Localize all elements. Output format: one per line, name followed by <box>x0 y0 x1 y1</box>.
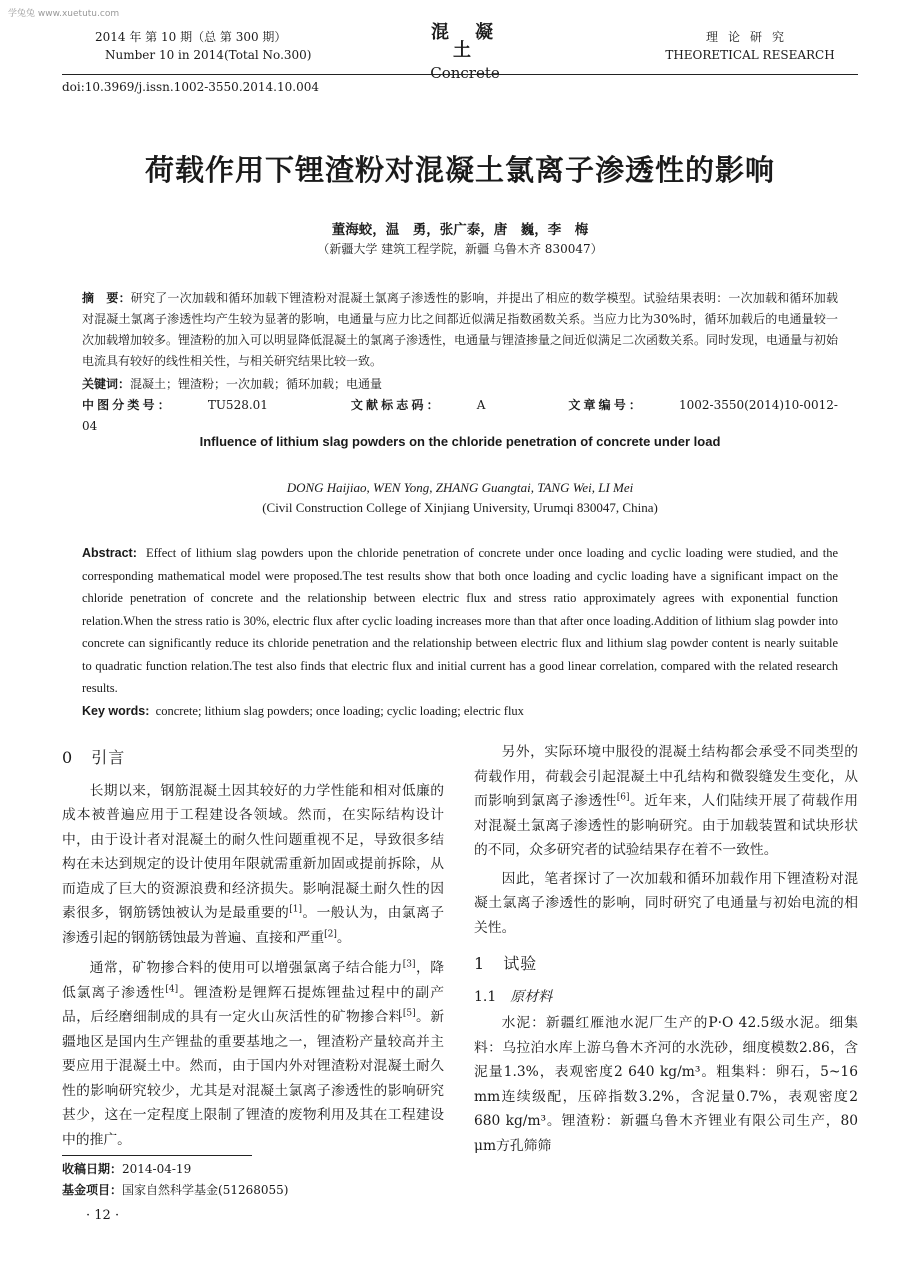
issue-zh: 2014 年 第 10 期（总 第 300 期） <box>95 30 287 44</box>
abstract-zh-label: 摘 要： <box>82 291 131 305</box>
footnote-rule <box>62 1155 252 1156</box>
p3-text-b: 。近年来，人们陆续开展了荷载作用对混凝土氯离子渗透性的影响研究。由于加载装置和试块形状的不同，众多研究者的试验结果存在着不一致性。 <box>474 793 859 858</box>
body-left-column <box>62 740 444 1152</box>
paper-title-zh: 荷载作用下锂渣粉对混凝土氯离子渗透性的影响 <box>144 153 775 187</box>
received-label: 收稿日期： <box>62 1162 123 1176</box>
ref-3[interactable]: [3] <box>402 959 416 970</box>
ref-6[interactable]: [6] <box>616 792 630 803</box>
p2-text-b: ，降低氯离子渗透性 <box>62 960 445 1001</box>
issue-en: Number 10 in 2014(Total No.300) <box>105 48 312 62</box>
ref-5[interactable]: [5] <box>402 1008 416 1019</box>
abstract-en-label: Abstract: <box>82 546 137 560</box>
article-label: 文章编号： <box>568 398 645 412</box>
paragraph-4: 因此，笔者探讨了一次加载和循环加载作用下锂渣粉对混凝土氯离子渗透性的影响，同时研究了电通量与初始电流的相关性。 <box>474 870 858 936</box>
authors-zh: 董海蛟，温 勇，张广泰，唐 巍，李 梅 <box>331 222 589 238</box>
journal-en: Concrete <box>430 64 500 82</box>
p2-text: 通常，矿物掺合料的使用可以增强氯离子结合能力 <box>89 960 403 976</box>
p3-text: 另外，实际环境中服役的混凝土结构都会承受不同类型的荷载作用，荷载会引起混凝土中孔结构和微裂缝发生变化，从而影响到氯离子渗透性 <box>474 744 858 809</box>
received-value: 2014-04-19 <box>122 1162 192 1176</box>
abstract-en <box>82 542 838 722</box>
body-right-column <box>474 740 858 1158</box>
keywords-en-label: Key words: <box>82 703 150 718</box>
clc-label: 中图分类号： <box>82 398 173 412</box>
p1-text-c: 。 <box>336 929 351 946</box>
section-en: THEORETICAL RESEARCH <box>665 48 835 62</box>
page-number: · 12 · <box>86 1208 120 1223</box>
article-value: 1002-3550(2014)10-0012-04 <box>82 398 838 433</box>
section-1-1-number: 1.1 <box>474 988 497 1005</box>
ref-2[interactable]: [2] <box>324 928 337 939</box>
paragraph-2 <box>62 956 444 1152</box>
journal-zh: 混凝土 <box>431 22 519 61</box>
p1-text-b: 。一般认为，由氯离子渗透引起的钢筋锈蚀最为普遍、直接和严重 <box>62 905 445 946</box>
section-0-number: 0 <box>62 748 74 767</box>
ref-4[interactable]: [4] <box>165 983 179 994</box>
paragraph-3 <box>474 740 858 863</box>
section-zh: 理论研究 <box>705 30 794 44</box>
paragraph-1 <box>62 779 444 951</box>
header-rule <box>62 74 858 75</box>
section-1-number: 1 <box>474 954 486 973</box>
abstract-zh-text: 研究了一次加载和循环加载下锂渣粉对混凝土氯离子渗透性的影响，并提出了相应的数学模型。试验结果表明：一次加载和循环加载对混凝土氯离子渗透性均产生较为显著的影响，电通量与应力比之间都近似满足指数函数关系。当应力比为30%时，循环加载后的电通量较一次加载增加较多。锂渣粉的加入可以明显降低混凝土的氯离子渗透性，电通量与锂渣掺量之间近似满足二次函数关系。同时发现，电通量与初始电流具有较好的线性相关性，与相关研究结果比较一致。 <box>82 291 839 368</box>
affiliation-en: (Civil Construction College of Xinjiang University, Urumqi 830047, China) <box>262 500 658 515</box>
doi[interactable]: doi:10.3969/j.issn.1002-3550.2014.10.004 <box>62 80 319 94</box>
fund-label: 基金项目： <box>62 1183 123 1197</box>
doccode-value: A <box>476 398 486 412</box>
section-1-heading <box>474 952 858 977</box>
section-1-1-title: 原材料 <box>510 988 553 1005</box>
affiliation-zh: （新疆大学 建筑工程学院，新疆 乌鲁木齐 830047） <box>317 242 603 256</box>
section-1-title: 试验 <box>503 954 538 973</box>
issue-info <box>95 28 311 64</box>
p2-text-d: 。新疆地区是国内生产锂盐的重要基地之一，锂渣粉产量较高并主要应用于混凝土中。然而，由于国内外对锂渣粉对混凝土耐久性的影响研究较少，尤其是对混凝土氯离子渗透性的影响研究甚少，这在一定程度上限制了锂渣的废物利用及其在工程建设中的推广。 <box>62 1009 445 1148</box>
paper-title-en: Influence of lithium slag powders on the chloride penetration of concrete under load <box>199 434 721 449</box>
p2-text-c: 。锂渣粉是锂辉石提炼锂盐过程中的副产品，后经磨细制成的具有一定火山灰活性的矿物掺合料 <box>62 984 444 1025</box>
keywords-en: concrete; lithium slag powders; once loading; cyclic loading; electric flux <box>155 703 524 718</box>
section-1-1-heading <box>474 985 858 1010</box>
section-0-title: 引言 <box>91 748 126 767</box>
fund-info <box>62 1181 288 1198</box>
p1-text: 长期以来，钢筋混凝土因其较好的力学性能和相对低廉的成本被普遍应用于工程建设各领域。然而，在实际结构设计中，由于设计者对混凝土的耐久性问题重视不足，导致很多结构在未达到规定的设计使用年限就需重新加固或提前拆除，从而造成了巨大的资源浪费和经济损失。影响混凝土耐久性的因素很多，钢筋锈蚀被认为是最重要的 <box>62 782 444 921</box>
authors-en: DONG Haijiao, WEN Yong, ZHANG Guangtai, TANG Wei, LI Mei <box>286 480 634 495</box>
clc-value: TU528.01 <box>207 398 268 412</box>
keywords-zh-label: 关键词： <box>82 377 131 391</box>
keywords-zh: 混凝土；锂渣粉；一次加载；循环加载；电通量 <box>130 377 383 391</box>
section-0-heading <box>62 746 444 771</box>
received-date <box>62 1160 191 1177</box>
section-info <box>665 28 835 64</box>
ref-1[interactable]: [1] <box>289 904 302 915</box>
doccode-label: 文献标志码： <box>350 398 442 412</box>
abstract-zh <box>82 288 838 437</box>
fund-value: 国家自然科学基金(51268055) <box>122 1183 289 1197</box>
paragraph-5: 水泥：新疆红雁池水泥厂生产的P·O 42.5级水泥。细集料：乌拉泊水库上游乌鲁木齐河的水洗砂，细度模数2.86，含泥量1.3%，表观密度2 640 kg/m³。粗集料：卵石，5~16 mm连续级配，压碎指数3.2%，含泥量0.7%，表观密度2 680 kg/m³。锂渣粉：新疆乌鲁木齐锂业有限公司生产，80 μm方孔筛筛 <box>474 1015 858 1154</box>
abstract-en-text: Effect of lithium slag powders upon the chloride penetration of concrete under once loading and cyclic loading were studied, and the corresponding mathematical model were proposed.The test results show that both once loading and cyclic loading have a significant impact on the chloride penetration of concrete and the relationship between electric flux and stress ratio approximately agrees with exponential function relation.When the stress ratio is 30%, electric flux after cyclic loading increases more than that after once loading.Addition of lithium slag powder into concrete can significantly reduce its chloride penetration and the relationship between electric flux and lithium slag powder content is nearly suitable to quadratic function relation.The test also finds that electric flux and initial current has a good linear correlation, compared with the related research results. <box>82 546 838 695</box>
watermark: 学兔兔 www.xuetutu.com <box>8 9 120 19</box>
